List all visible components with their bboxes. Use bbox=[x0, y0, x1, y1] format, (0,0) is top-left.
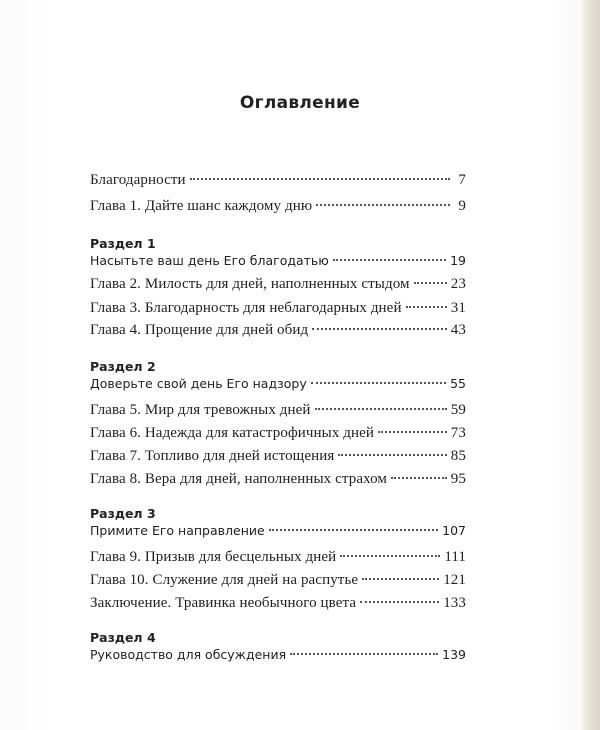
toc-entry-label: Глава 10. Служение для дней на распутье bbox=[90, 572, 359, 588]
dot-leader bbox=[316, 204, 450, 206]
dot-leader bbox=[406, 306, 447, 308]
toc-entry-label: Насытьте ваш день Его благодатью bbox=[90, 253, 329, 268]
section-title: Раздел 4 bbox=[90, 630, 156, 645]
toc-entry-page: 73 bbox=[450, 425, 466, 441]
dot-leader bbox=[340, 555, 440, 557]
toc-entry-page: 95 bbox=[450, 471, 466, 487]
dot-leader bbox=[360, 601, 439, 603]
toc-entry-page: 55 bbox=[450, 376, 466, 391]
toc-entry-label: Глава 2. Милость для дней, наполненных стыдом bbox=[90, 276, 410, 292]
toc-entry-label: Глава 6. Надежда для катастрофичных дней bbox=[90, 425, 375, 441]
toc-entry-label: Глава 4. Прощение для дней обид bbox=[90, 322, 309, 338]
toc-entry-page: 59 bbox=[450, 402, 466, 418]
toc-entry-label: Глава 3. Благодарность для неблагодарных дней bbox=[90, 300, 402, 316]
toc-entry-chapter-7[interactable] bbox=[90, 448, 466, 465]
section-subtitle-entry[interactable] bbox=[90, 523, 466, 538]
toc-entry-page: 43 bbox=[450, 322, 466, 338]
toc-entry-chapter-9[interactable] bbox=[90, 549, 466, 566]
toc-entry-label: Заключение. Травинка необычного цвета bbox=[90, 595, 357, 611]
toc-entry-label: Благодарности bbox=[90, 172, 186, 188]
section-title: Раздел 1 bbox=[90, 236, 156, 251]
toc-entry-conclusion[interactable] bbox=[90, 595, 466, 612]
toc-entry-page: 19 bbox=[450, 253, 466, 268]
toc-entry-page: 107 bbox=[442, 523, 466, 538]
toc-entry-label: Глава 1. Дайте шанс каждому дню bbox=[90, 198, 313, 214]
toc-entry-label: Руководство для обсуждения bbox=[90, 647, 287, 662]
toc-entry-chapter-8[interactable] bbox=[90, 471, 466, 488]
toc-entry-label: Глава 7. Топливо для дней истощения bbox=[90, 448, 335, 464]
dot-leader bbox=[311, 382, 446, 384]
toc-entry-page: 121 bbox=[443, 572, 466, 588]
toc-entry-label: Глава 9. Призыв для бесцельных дней bbox=[90, 549, 337, 565]
toc-entry-acknowledgements[interactable] bbox=[90, 172, 466, 189]
dot-leader bbox=[378, 431, 447, 433]
section-subtitle-entry[interactable] bbox=[90, 253, 466, 268]
dot-leader bbox=[269, 529, 438, 531]
toc-entry-page: 139 bbox=[442, 647, 466, 662]
toc-entry-label: Примите Его направление bbox=[90, 523, 265, 538]
section-subtitle-entry[interactable] bbox=[90, 376, 466, 391]
dot-leader bbox=[312, 328, 447, 330]
dot-leader bbox=[315, 408, 447, 410]
toc-entry-page: 111 bbox=[444, 549, 466, 565]
dot-leader bbox=[338, 454, 446, 456]
dot-leader bbox=[333, 259, 446, 261]
toc-entry-label: Глава 8. Вера для дней, наполненных страхом bbox=[90, 471, 388, 487]
toc-entry-page: 23 bbox=[450, 276, 466, 292]
dot-leader bbox=[190, 178, 450, 180]
toc-entry-chapter-2[interactable] bbox=[90, 276, 466, 293]
toc-entry-page: 133 bbox=[443, 595, 466, 611]
dot-leader bbox=[290, 653, 438, 655]
toc-entry-chapter-10[interactable] bbox=[90, 572, 466, 589]
toc-entry-chapter-3[interactable] bbox=[90, 300, 466, 317]
dot-leader bbox=[414, 282, 447, 284]
toc-entry-page: 85 bbox=[450, 448, 466, 464]
toc-entry-chapter-1[interactable] bbox=[90, 198, 466, 215]
toc-entry-page: 7 bbox=[454, 172, 466, 189]
table-of-contents bbox=[90, 0, 466, 730]
dot-leader bbox=[391, 477, 447, 479]
toc-entry-page: 9 bbox=[454, 198, 466, 215]
toc-entry-page: 31 bbox=[450, 300, 466, 316]
toc-entry-label: Глава 5. Мир для тревожных дней bbox=[90, 402, 311, 418]
dot-leader bbox=[362, 578, 439, 580]
section-title: Раздел 2 bbox=[90, 359, 156, 374]
toc-entry-chapter-4[interactable] bbox=[90, 322, 466, 339]
toc-entry-label: Доверьте свой день Его надзору bbox=[90, 376, 307, 391]
toc-entry-chapter-6[interactable] bbox=[90, 425, 466, 442]
section-title: Раздел 3 bbox=[90, 506, 156, 521]
toc-entry-chapter-5[interactable] bbox=[90, 402, 466, 419]
toc-heading: Оглавление bbox=[239, 93, 361, 113]
section-subtitle-entry[interactable] bbox=[90, 647, 466, 662]
